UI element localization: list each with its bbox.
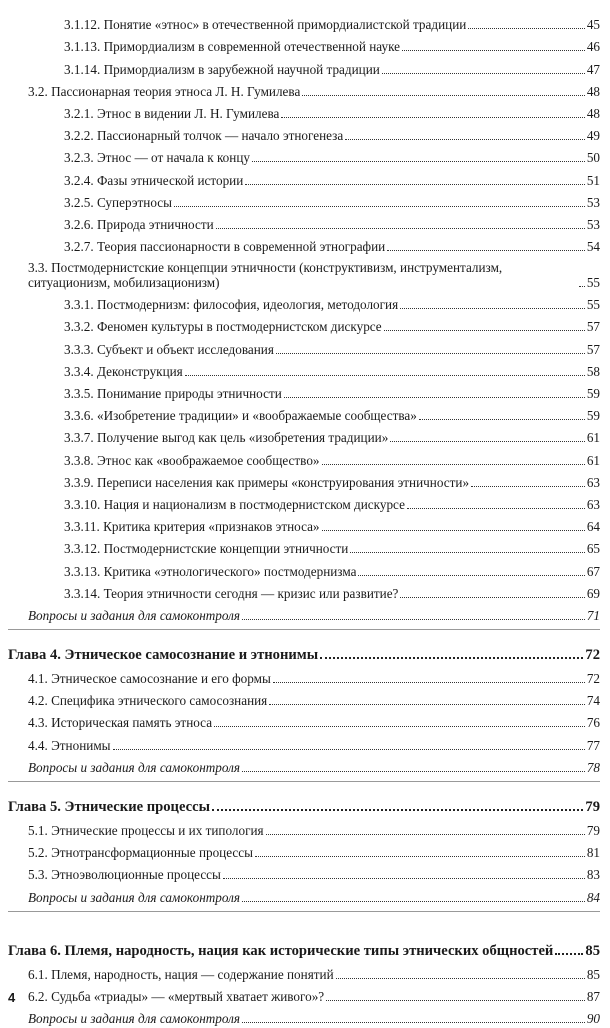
toc-entry-title: 3.2.1. Этнос в видении Л. Н. Гумилева [64,105,280,121]
toc-entry-page: 57 [586,319,600,335]
toc-entry-title: 4.4. Этнонимы [28,737,111,753]
toc-entry[interactable] [8,123,600,145]
toc-entry-title: 3.3.5. Понимание природы этничности [64,386,282,401]
toc-entry-page: 61 [586,452,600,468]
toc-entry-title: 3.3.4. Деконструкция [64,363,183,379]
dot-leader [322,464,585,465]
toc-entry-page: 55 [586,297,600,313]
toc-entry-page: 85 [585,942,600,959]
dot-leader [113,749,585,750]
toc-entry-page: 48 [586,105,600,121]
toc-entry[interactable] [8,710,600,732]
toc-entry-title: 3.3.9. Переписи населения как примеры «конструирования этничности» [64,474,470,490]
toc-entry-page: 58 [586,363,600,379]
toc-entry-title: 5.2. Этнотрансформационные процессы [28,845,253,861]
toc-questions-entry[interactable] [8,884,600,906]
toc-entry-title: 3.3. Постмодернистские концепции этничности (конструктивизм, инструментализм, ситуационизм, мобилизационизм) [28,260,503,291]
dot-leader [407,508,585,509]
toc-entry-page: 45 [586,17,600,33]
toc-entry-title: 3.2.4. Фазы этнической истории [64,172,244,188]
toc-entry[interactable] [8,862,600,884]
toc-entry-title: 3.2.7. Теория пассионарности в современной этнографии [64,239,386,255]
toc-entry-title: 3.1.13. Примордиализм в современной отечественной науке [64,39,401,55]
toc-questions-entry[interactable] [8,755,600,777]
toc-entry-title: 4.3. Историческая память этноса [28,715,213,731]
toc-entry-page: 65 [586,541,600,557]
dot-leader [185,375,585,376]
toc-entry[interactable] [8,514,600,536]
toc-entry[interactable] [8,962,600,984]
dot-leader [579,286,585,287]
dot-leader [350,552,584,553]
dot-leader [266,834,585,835]
toc-entry-page: 72 [586,671,600,687]
dot-leader [302,95,584,96]
toc-entry-page: 71 [586,607,600,623]
dot-leader [245,184,585,185]
toc-entry-page: 53 [586,194,600,210]
toc-entry-page: 67 [586,563,600,579]
toc-entry[interactable] [8,688,600,710]
toc-entry-page: 55 [586,275,600,291]
toc-chapter-entry[interactable] [8,636,600,666]
toc-entry-title: 3.3.11. Критика критерия «признаков этноса» [64,519,320,535]
toc-entry-page: 64 [586,519,600,535]
toc-entry-title: Вопросы и задания для самоконтроля [28,889,240,905]
dot-leader [390,441,584,442]
dot-leader [322,530,585,531]
dot-leader [402,50,585,51]
toc-entry-page: 79 [585,798,600,815]
toc-entry-title: 3.3.13. Критика «этнологического» постмодернизма [64,563,357,579]
toc-entry[interactable] [8,212,600,234]
toc-entry-page: 47 [586,61,600,77]
toc-entry-page: 81 [586,845,600,861]
toc-entry[interactable] [8,818,600,840]
toc-entry[interactable] [8,359,600,381]
dot-leader [214,726,585,727]
toc-entry-page: 51 [586,172,600,188]
toc-entry-page: 79 [586,823,600,838]
table-of-contents [8,12,600,1028]
toc-entry-page: 77 [586,737,600,753]
dot-leader [212,809,583,811]
dot-leader [255,856,585,857]
toc-entry-page: 59 [586,408,600,424]
toc-entry-page: 69 [586,585,600,601]
dot-leader [336,978,585,979]
toc-entry[interactable] [8,840,600,862]
chapter-divider [8,911,600,912]
toc-entry[interactable] [8,101,600,123]
dot-leader [326,1000,585,1001]
toc-entry[interactable] [8,470,600,492]
dot-leader [345,139,585,140]
toc-entry-title: 3.3.1. Постмодернизм: философия, идеология, методология [64,297,399,313]
toc-entry-page: 54 [586,239,600,255]
dot-leader [382,73,585,74]
toc-entry-page: 78 [586,759,600,775]
toc-questions-entry[interactable] [8,1006,600,1028]
page-number: 4 [8,990,16,1005]
toc-entry[interactable] [8,381,600,403]
toc-entry-title: Вопросы и задания для самоконтроля [28,1011,240,1027]
toc-entry-title: 5.1. Этнические процессы и их типология [28,823,264,838]
toc-entry-page: 49 [586,128,600,144]
dot-leader [242,619,585,620]
toc-entry-page: 63 [586,474,600,490]
toc-entry[interactable] [8,292,600,314]
toc-entry[interactable] [8,34,600,56]
dot-leader [269,704,585,705]
toc-entry-title: 3.3.14. Теория этничности сегодня — кризис или развитие? [64,585,399,601]
dot-leader [284,397,585,398]
toc-entry-page: 46 [586,39,600,55]
toc-entry[interactable] [8,145,600,167]
dot-leader [471,486,585,487]
toc-entry[interactable] [8,79,600,101]
toc-entry-page: 84 [586,889,600,905]
toc-entry-title: 6.2. Судьба «триады» — «мертвый хватает живого»? [28,988,325,1004]
dot-leader [216,228,585,229]
toc-entry[interactable] [8,447,600,469]
dot-leader [320,657,583,659]
toc-entry-page: 74 [586,693,600,709]
toc-entry-page: 90 [586,1011,600,1027]
toc-entry-page: 76 [586,715,600,731]
toc-entry[interactable] [8,336,600,358]
chapter-divider [8,629,600,630]
toc-entry-title: Глава 6. Племя, народность, нация как исторические типы этнических общностей [8,943,554,959]
toc-entry-page: 53 [586,216,600,232]
dot-leader [384,330,585,331]
toc-entry-title: 3.3.3. Субъект и объект исследования [64,341,274,357]
chapter-divider [8,781,600,782]
dot-leader [242,1022,585,1023]
dot-leader [223,878,585,879]
dot-leader [174,206,585,207]
toc-entry-page: 48 [586,83,600,99]
toc-entry-title: 3.3.6. «Изобретение традиции» и «воображаемые сообщества» [64,408,417,424]
toc-entry[interactable] [8,314,600,336]
dot-leader [358,575,584,576]
dot-leader [252,161,585,162]
toc-entry[interactable] [8,403,600,425]
toc-entry[interactable] [8,167,600,189]
toc-entry[interactable] [8,492,600,514]
toc-entry-title: Глава 5. Этнические процессы [8,799,210,815]
toc-entry[interactable] [8,581,600,603]
toc-entry-title: 3.1.12. Понятие «этнос» в отечественной примордиалистской традиции [64,17,467,33]
toc-entry-page: 59 [586,386,600,401]
toc-entry-title: 3.2.5. Суперэтносы [64,194,172,210]
toc-entry-title: Вопросы и задания для самоконтроля [28,607,240,623]
toc-entry[interactable] [8,56,600,78]
toc-entry-title: 3.2. Пассионарная теория этноса Л. Н. Гумилева [28,83,301,99]
toc-entry[interactable] [8,190,600,212]
toc-entry-title: 3.3.12. Постмодернистские концепции этничности [64,541,349,557]
toc-questions-entry[interactable] [8,603,600,625]
dot-leader [419,419,585,420]
toc-entry-page: 61 [586,430,600,446]
toc-entry[interactable] [8,12,600,34]
toc-entry-title: Вопросы и задания для самоконтроля [28,759,240,775]
toc-entry-title: 3.2.6. Природа этничности [64,216,214,232]
toc-entry-page: 85 [586,966,600,982]
toc-entry-title: 3.2.2. Пассионарный толчок — начало этногенеза [64,128,344,144]
toc-entry[interactable] [8,666,600,688]
toc-entry-title: 3.1.14. Примордиализм в зарубежной научной традиции [64,61,380,77]
toc-entry-title: 6.1. Племя, народность, нация — содержание понятий [28,966,334,982]
toc-entry-page: 50 [586,150,600,166]
dot-leader [400,597,584,598]
toc-entry-title: 3.3.10. Нация и национализм в постмодернистском дискурсе [64,496,405,512]
toc-entry-page: 83 [586,867,600,883]
toc-entry-title: 3.3.7. Получение выгод как цель «изобретения традиции» [64,430,389,446]
toc-entry[interactable] [8,234,600,256]
toc-entry-page: 57 [586,341,600,357]
toc-entry-title: 3.3.2. Феномен культуры в постмодернистском дискурсе [64,319,382,335]
dot-leader [387,250,585,251]
toc-entry[interactable] [8,425,600,447]
toc-entry-title: 4.2. Специфика этнического самосознания [28,693,268,709]
toc-entry-title: 5.3. Этноэволюционные процессы [28,867,221,883]
toc-entry-title: 3.3.8. Этнос как «воображаемое сообщество» [64,452,320,468]
dot-leader [242,901,585,902]
dot-leader [242,771,585,772]
toc-entry-title: Глава 4. Этническое самосознание и этнонимы [8,647,319,663]
dot-leader [276,353,585,354]
toc-entry[interactable] [8,732,600,754]
dot-leader [281,117,584,118]
dot-leader [555,953,583,955]
toc-entry[interactable] [8,558,600,580]
toc-entry-title: 4.1. Этническое самосознание и его формы [28,671,271,687]
toc-entry-page: 63 [586,496,600,512]
toc-entry[interactable] [8,536,600,558]
toc-entry[interactable] [8,256,600,292]
dot-leader [273,682,585,683]
toc-entry-title: 3.2.3. Этнос — от начала к концу [64,150,250,166]
toc-entry-page: 72 [585,646,600,663]
dot-leader [400,308,585,309]
toc-chapter-entry[interactable] [8,918,600,962]
toc-entry-page: 87 [586,988,600,1004]
toc-chapter-entry[interactable] [8,788,600,818]
dot-leader [468,28,585,29]
toc-entry[interactable] [8,984,600,1006]
